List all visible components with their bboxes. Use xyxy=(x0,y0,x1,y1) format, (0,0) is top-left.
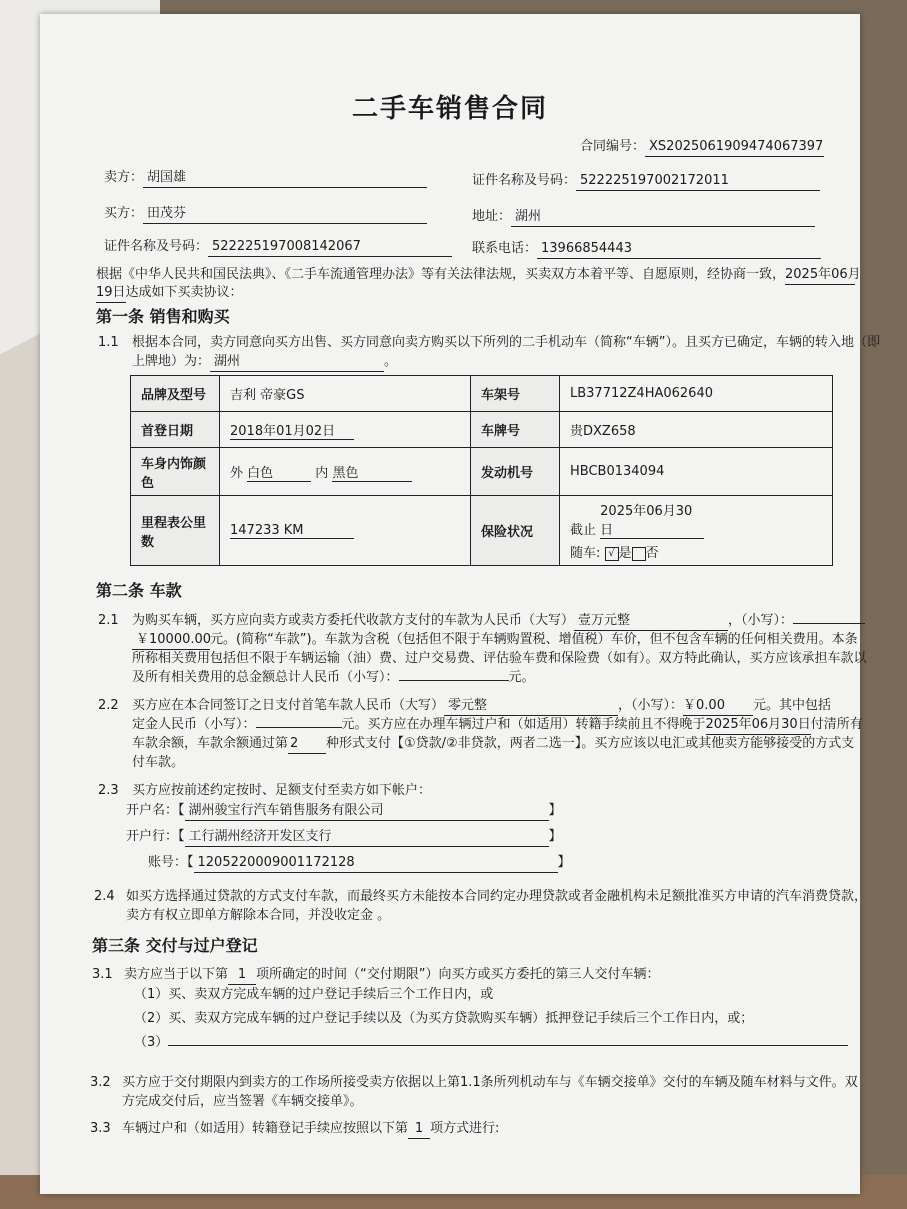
clause-3-3-line1 xyxy=(122,1120,499,1139)
color-in-label: 内 xyxy=(315,465,329,481)
clause-1-1-line1: 根据本合同，卖方同意向买方出售、买方同意向卖方购买以下所列的二手机动车（简称“车辆”）。且买方已确定，车辆的转入地（即 xyxy=(132,335,880,350)
seller-id-label: 证件名称及号码： xyxy=(472,173,577,188)
buyer-addr: 湖州 xyxy=(511,208,815,227)
clause-3-1-text2: 项所确定的时间（“交付期限”）向买方或买方委托的第三人交付车辆： xyxy=(256,967,660,982)
account-bank-row xyxy=(126,828,562,847)
first-payment-lower: ￥0.00 xyxy=(683,697,753,716)
insurance-label: 截止 xyxy=(570,523,597,538)
buyer-label: 买方： xyxy=(104,206,144,221)
insurance-with-label: 随车: xyxy=(570,546,601,561)
delivery-option-1: （1）买、卖双方完成车辆的过户登记手续后三个工作日内，或 xyxy=(134,987,494,1002)
account-name-label: 开户名：【 xyxy=(126,803,185,818)
delivery-option: 1 xyxy=(228,966,256,985)
clause-2-1-text2: ，（小写）： xyxy=(728,613,794,628)
reg-date-key: 首登日期 xyxy=(131,412,220,448)
clause-2-1-line2 xyxy=(132,631,858,650)
payoff-date: 2025年06月30日 xyxy=(706,716,811,735)
color-out-label: 外 xyxy=(230,465,244,481)
insurance-key: 保险状况 xyxy=(471,496,560,566)
clause-2-1-line3: 所称相关费用包括但不限于车辆运输（油）费、过户交易费、评估验车费和保险费（如有）。双方特此确认，买方应该承担车款以 xyxy=(132,651,867,666)
color-out: 白色 xyxy=(247,462,311,482)
clause-3-3-text1: 车辆过户和（如适用）转籍登记手续应按照以下第 xyxy=(122,1121,409,1136)
clause-2-1-text3: 元。(简称“车款”)。车款为含税（包括但不限于车辆购置税、增值税）车价，但不包含车辆的任何相关费用。本条 xyxy=(210,632,858,647)
clause-1-1-line2 xyxy=(132,353,397,372)
reg-date-value: 2018年01月02日 xyxy=(230,420,354,440)
buyer-phone: 13966854443 xyxy=(537,240,821,259)
clause-1-1-text: 上牌地）为： xyxy=(132,354,211,369)
engine-value: HBCB0134094 xyxy=(560,448,833,496)
brand-key: 品牌及型号 xyxy=(131,376,220,412)
seller-row xyxy=(104,169,427,188)
contract-page xyxy=(40,14,880,1194)
page-title: 二手车销售合同 xyxy=(351,94,548,124)
clause-3-1-line1 xyxy=(124,966,660,985)
clause-2-2-num: 2.2 xyxy=(98,698,119,713)
seller-id: 522225197002172011 xyxy=(576,172,820,191)
clause-2-2-text6: 付清所有 xyxy=(810,717,863,732)
deposit-blank xyxy=(256,727,342,728)
preamble-date2: 19日 xyxy=(96,284,126,303)
clause-2-3-line1: 买方应按前述约定按时、足额支付至卖方如下帐户： xyxy=(132,783,432,798)
seller-name: 胡国雄 xyxy=(143,169,427,188)
price-lower: ￥10000.00 xyxy=(132,631,210,650)
buyer-row xyxy=(104,205,427,224)
clause-2-2-text8: 种形式支付【①贷款/②非贷款，两者二选一】。买方应该以电汇或其他卖方能够接受的方式支 xyxy=(326,736,855,751)
delivery-option-2: （2）买、卖双方完成车辆的过户登记手续以及（为买方贷款购买车辆）抵押登记手续后三个工作日内，或； xyxy=(134,1011,754,1026)
buyer-phone-row xyxy=(472,240,821,259)
payment-way: 2 xyxy=(288,735,326,754)
seller-label: 卖方： xyxy=(104,170,144,185)
clause-3-2-line2: 方完成交付后，应当签署《车辆交接单》。 xyxy=(122,1094,363,1109)
preamble-line2 xyxy=(96,284,243,303)
clause-2-2-line3 xyxy=(132,735,854,754)
clause-3-1-text1: 卖方应当于以下第 xyxy=(124,967,229,982)
insurance-cell xyxy=(560,496,833,566)
account-no-label: 账号：【 xyxy=(148,855,194,870)
delivery-option-3-blank xyxy=(168,1045,848,1046)
reg-date-cell xyxy=(220,412,471,448)
clause-1-1-end: 。 xyxy=(384,354,398,369)
clause-2-2-text3: 元。其中包括 xyxy=(753,698,832,713)
preamble-text: 根据《中华人民共和国民法典》、《二手车流通管理办法》等有关法律法规，买卖双方本着平等、自愿原则，经协商一致， xyxy=(96,267,786,282)
clause-2-4-line1: 如买方选择通过贷款的方式支付车款，而最终买方未能按本合同约定办理贷款或者金融机构未足额批准买方申请的汽车消费贷款， xyxy=(126,889,868,904)
clause-2-4-num: 2.4 xyxy=(94,889,115,904)
mileage-cell xyxy=(220,496,471,566)
article3-heading: 第三条 交付与过户登记 xyxy=(92,936,258,955)
preamble-date1: 2025年06月 xyxy=(785,266,855,285)
account-bank-label: 开户行：【 xyxy=(126,829,185,844)
vin-value: LB37712Z4HA062640 xyxy=(560,376,833,412)
article2-heading: 第二条 车款 xyxy=(96,581,182,600)
clause-2-2-line4: 付车款。 xyxy=(132,755,185,770)
transfer-option: 1 xyxy=(408,1120,430,1139)
color-in: 黑色 xyxy=(332,462,412,482)
mileage-key: 里程表公里数 xyxy=(131,496,220,566)
preamble-line1 xyxy=(96,266,861,285)
contract-no xyxy=(580,138,824,157)
clause-2-1-text5: 元。 xyxy=(508,670,535,685)
plate-key: 车牌号 xyxy=(471,412,560,448)
delivery-option-3-label: （3） xyxy=(134,1035,169,1050)
buyer-id-row xyxy=(104,238,452,257)
account-name-row xyxy=(126,802,562,821)
brand-value: 吉利 帝豪GS xyxy=(220,376,471,412)
clause-2-4-line2: 卖方有权立即单方解除本合同，并没收定金 。 xyxy=(126,908,391,923)
delivery-option-3 xyxy=(134,1034,848,1052)
article1-heading: 第一条 销售和购买 xyxy=(96,307,230,326)
color-key: 车身内饰颜色 xyxy=(131,448,220,496)
clause-2-1-num: 2.1 xyxy=(98,613,119,628)
clause-3-2-line1: 买方应于交付期限内到卖方的工作场所接受卖方依据以上第1.1条所列机动车与《车辆交接单》交付的车辆及随车材料与文件。双 xyxy=(122,1075,858,1090)
bracket-close: 】 xyxy=(548,803,562,818)
contract-no-label: 合同编号： xyxy=(580,139,646,154)
buyer-name: 田茂芬 xyxy=(143,205,427,224)
buyer-id: 522225197008142067 xyxy=(208,238,452,257)
clause-2-2-text4: 定金人民币（小写）： xyxy=(132,717,256,732)
total-blank xyxy=(399,680,509,681)
plate-value: 贵DXZ658 xyxy=(560,412,833,448)
clause-2-3-num: 2.3 xyxy=(98,783,119,798)
clause-3-3-text2: 项方式进行: xyxy=(430,1121,500,1136)
checkbox-no xyxy=(632,547,646,561)
price-blank xyxy=(793,623,865,624)
vin-key: 车架号 xyxy=(471,376,560,412)
checkbox-yes: √ xyxy=(605,547,619,561)
account-name: 湖州骏宝行汽车销售服务有限公司 xyxy=(185,802,549,821)
buyer-id-label: 证件名称及号码： xyxy=(104,239,209,254)
buyer-addr-row xyxy=(472,208,815,227)
clause-3-2-num: 3.2 xyxy=(90,1075,111,1090)
clause-2-1-line4 xyxy=(132,669,535,687)
account-no: 1205220009001172128 xyxy=(194,854,558,873)
clause-2-2-text7: 车款余额，车款余额通过第 xyxy=(132,736,289,751)
account-bank: 工行湖州经济开发区支行 xyxy=(185,828,549,847)
clause-2-1-text4: 及所有相关费用的总金额总计人民币（小写）： xyxy=(132,670,399,685)
first-payment-upper: 零元整 xyxy=(444,697,618,716)
account-no-row xyxy=(148,854,571,873)
yes-label: 是 xyxy=(618,546,632,561)
clause-2-1-text1: 为购买车辆，买方应向卖方或卖方委托代收款方支付的车款为人民币（大写） xyxy=(132,613,575,628)
contract-no-value: XS2025061909474067397 xyxy=(645,138,824,157)
transfer-place: 湖州 xyxy=(210,353,384,372)
clause-3-3-num: 3.3 xyxy=(90,1121,111,1136)
seller-id-row xyxy=(472,172,820,191)
bracket-close: 】 xyxy=(548,829,562,844)
price-upper: 壹万元整 xyxy=(574,612,728,631)
clause-2-2-text2: ，（小写）： xyxy=(618,698,684,713)
preamble-text2: 达成如下买卖协议： xyxy=(125,285,243,300)
no-label: 否 xyxy=(645,546,659,561)
buyer-addr-label: 地址： xyxy=(472,209,512,224)
clause-2-1-line1 xyxy=(132,612,865,631)
clause-2-2-line2 xyxy=(132,716,863,735)
vehicle-table xyxy=(130,375,833,566)
buyer-phone-label: 联系电话： xyxy=(472,241,538,256)
clause-2-2-line1 xyxy=(132,697,831,716)
clause-3-1-num: 3.1 xyxy=(92,967,113,982)
engine-key: 发动机号 xyxy=(471,448,560,496)
color-cell xyxy=(220,448,471,496)
bracket-close: 】 xyxy=(557,855,571,870)
mileage-value: 147233 KM xyxy=(230,523,354,539)
clause-2-2-text5: 元。买方应在办理车辆过户和（如适用）转籍手续前且不得晚于 xyxy=(341,717,706,732)
clause-2-2-text1: 买方应在本合同签订之日支付首笔车款人民币（大写） xyxy=(132,698,445,713)
insurance-date: 2025年06月30日 xyxy=(600,500,704,539)
clause-1-1-num: 1.1 xyxy=(98,335,119,350)
